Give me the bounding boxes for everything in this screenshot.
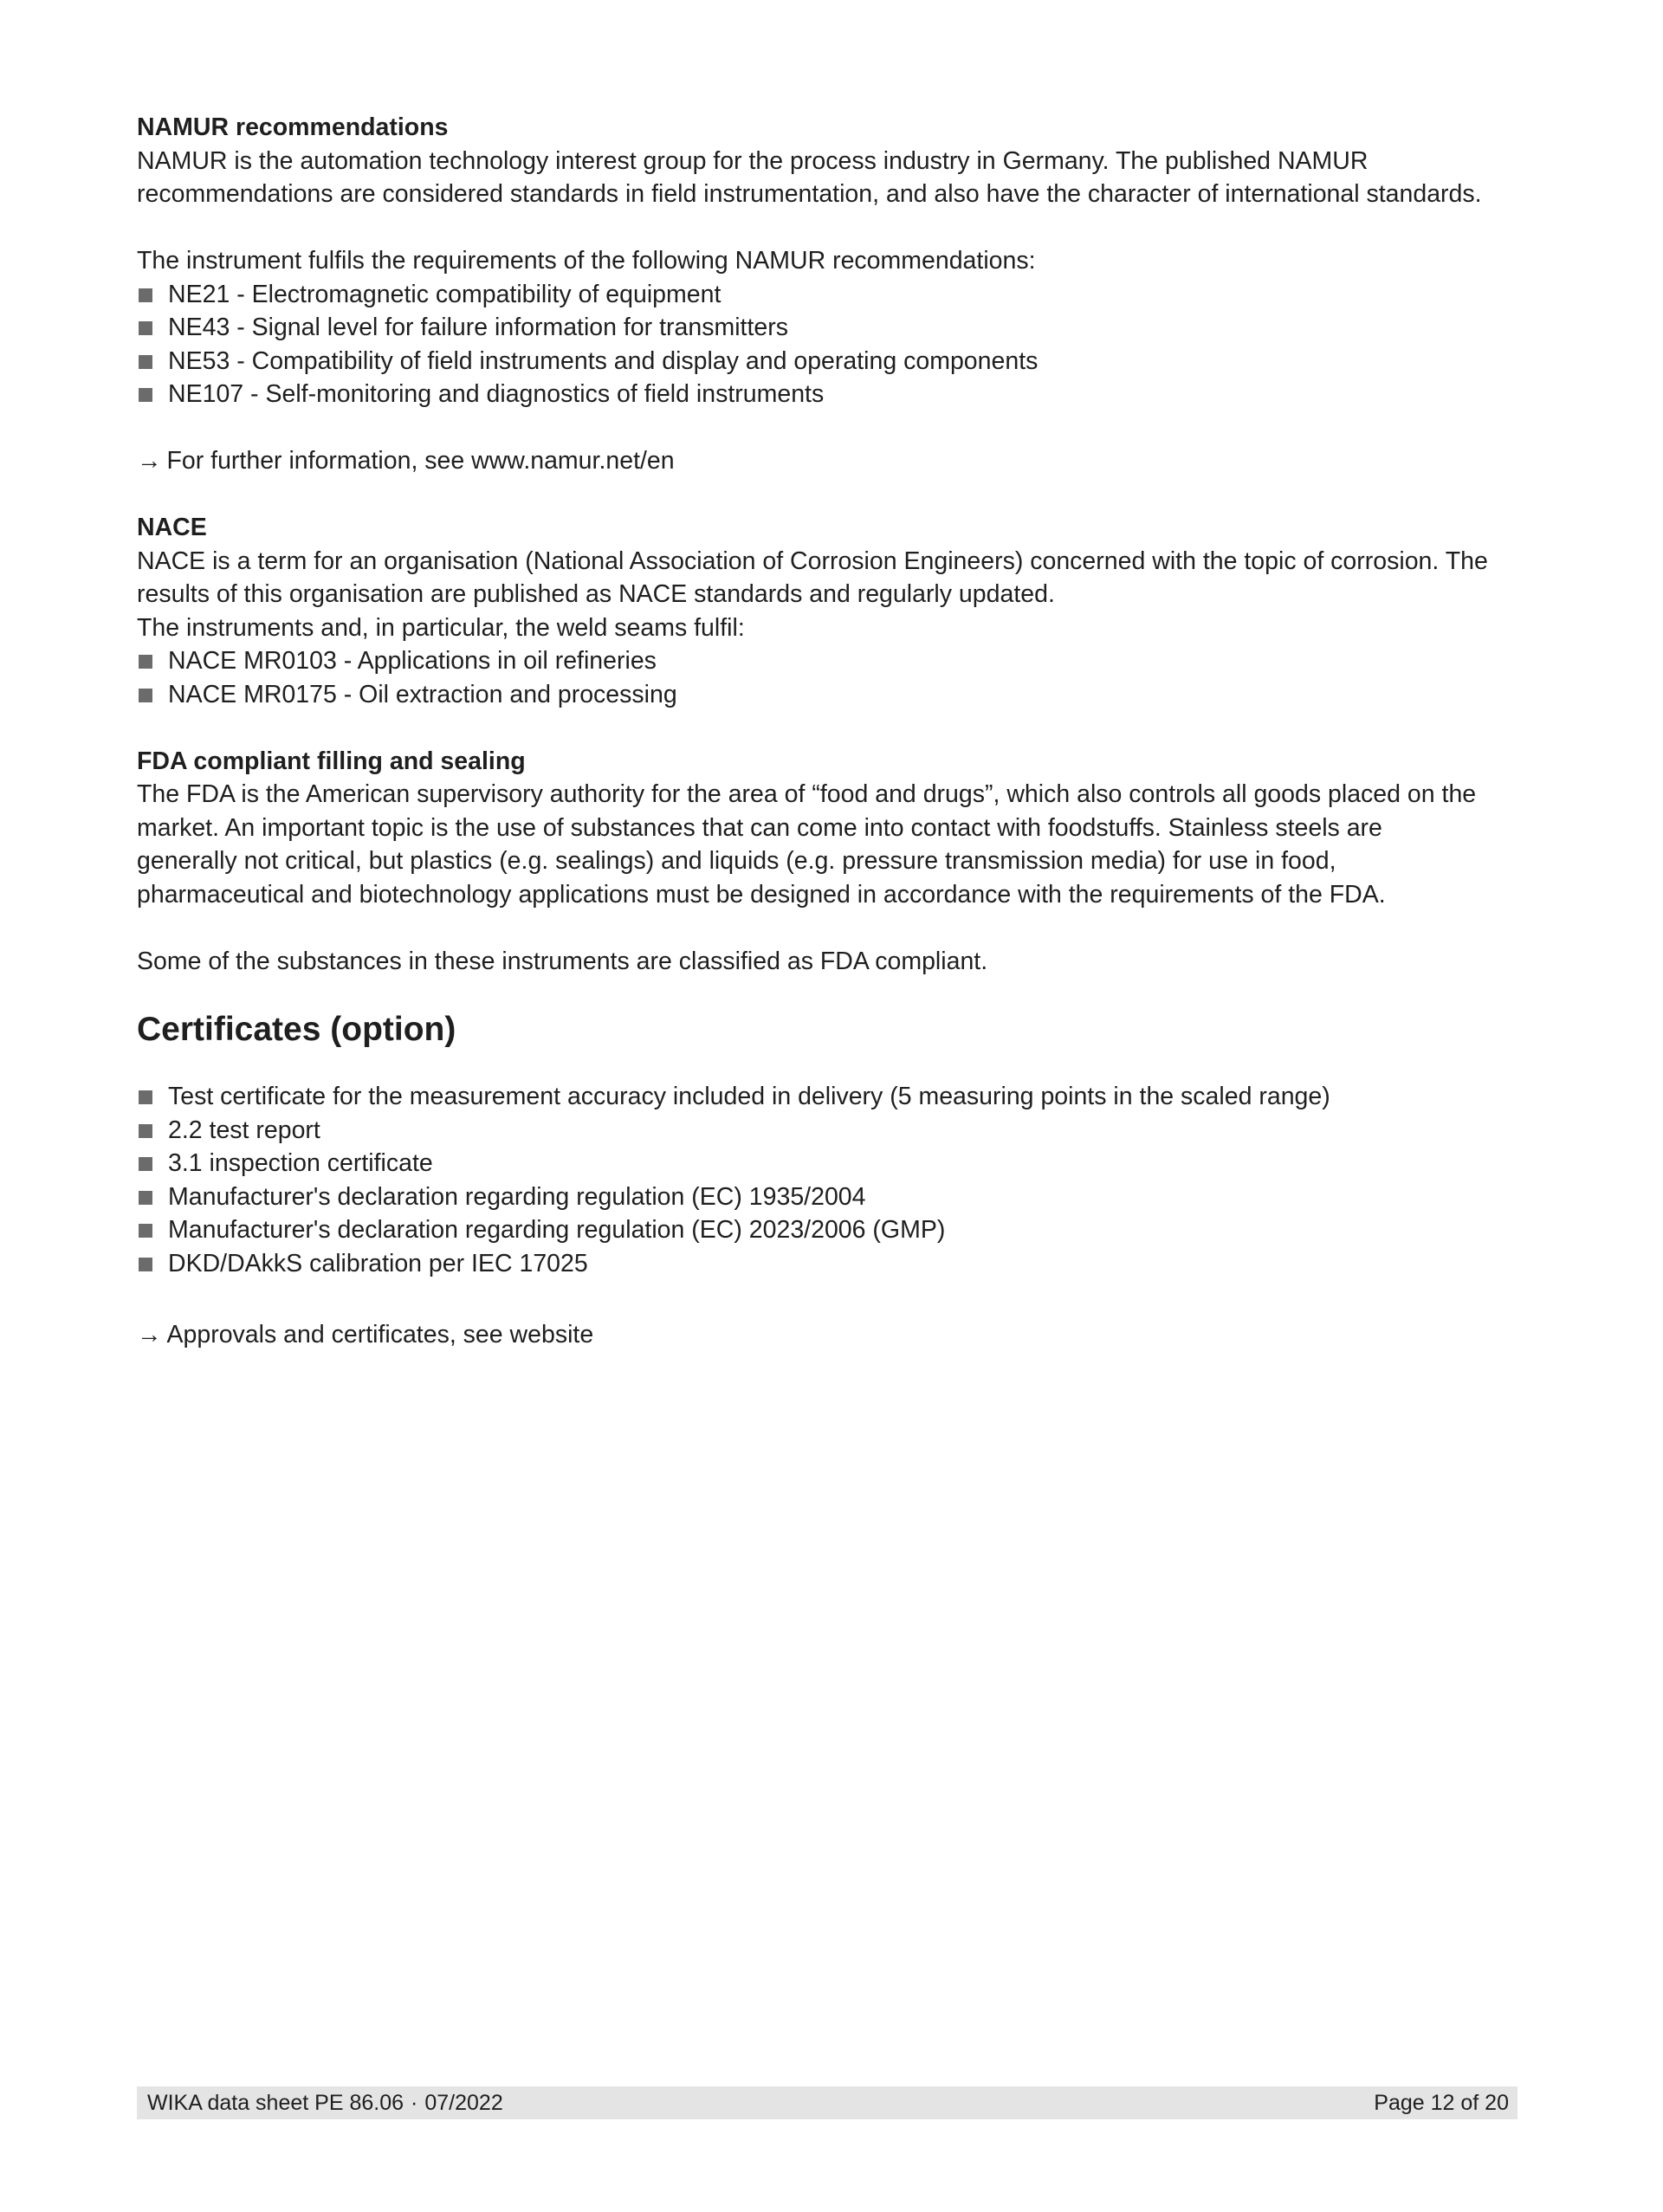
arrow-right-icon: → <box>137 1321 162 1349</box>
arrow-right-icon: → <box>137 447 162 475</box>
list-item: Test certificate for the measurement accuracy included in delivery (5 measuring points in the scaled range) <box>137 1080 1488 1114</box>
namur-link-text[interactable]: For further information, see www.namur.net/en <box>166 447 675 475</box>
nace-fulfil-text: The instruments and, in particular, the weld seams fulfil: <box>137 613 745 642</box>
list-item: NE53 - Compatibility of field instruments and display and operating components <box>137 345 1488 378</box>
certificates-list <box>137 1080 1488 1280</box>
list-item: NE21 - Electromagnetic compatibility of equipment <box>137 278 1488 312</box>
footer-page-number: Page 12 of 20 <box>1374 2091 1509 2115</box>
namur-heading: NAMUR recommendations <box>137 113 449 141</box>
list-item: 3.1 inspection certificate <box>137 1147 1488 1180</box>
list-item: NE43 - Signal level for failure information for transmitters <box>137 311 1488 345</box>
namur-further-info <box>137 444 1488 478</box>
namur-intro: NAMUR is the automation technology interest group for the process industry in Germany. The published NAMUR recommendations are considered standards in field instrumentation, and also have the character of international standards. <box>137 146 1482 208</box>
footer-doc-id: WIKA data sheet PE 86.06 <box>147 2091 404 2115</box>
page-content <box>137 111 1488 1352</box>
footer-date: 07/2022 <box>424 2091 503 2115</box>
list-item: NE107 - Self-monitoring and diagnostics of field instruments <box>137 378 1488 411</box>
fda-heading: FDA compliant filling and sealing <box>137 747 526 775</box>
certificates-heading: Certificates (option) <box>137 1011 456 1048</box>
list-item: NACE MR0103 - Applications in oil refineries <box>137 644 1488 678</box>
page-footer <box>137 2086 1517 2119</box>
footer-separator: · <box>411 2091 418 2115</box>
certificates-further-info <box>137 1318 1488 1352</box>
footer-doc-info <box>147 2086 503 2119</box>
list-item: NACE MR0175 - Oil extraction and processing <box>137 678 1488 712</box>
certificates-link-text[interactable]: Approvals and certificates, see website <box>166 1321 594 1349</box>
fda-note: Some of the substances in these instruments are classified as FDA compliant. <box>137 947 988 975</box>
fda-intro: The FDA is the American supervisory authority for the area of “food and drugs”, which also controls all goods placed on the market. An important topic is the use of substances that can come into contact with foodstuffs. Stainless steels are generally not critical, but plastics (e.g. sealings) and liquids (e.g. pressure transmission media) for use in food, pharmaceutical and biotechnology applications must be designed in accordance with the requirements of the FDA. <box>137 780 1477 909</box>
nace-list <box>137 644 1488 711</box>
nace-intro: NACE is a term for an organisation (National Association of Corrosion Engineers) concerned with the topic of corrosion. The results of this organisation are published as NACE standards and regularly updated. <box>137 547 1488 608</box>
list-item: 2.2 test report <box>137 1114 1488 1148</box>
list-item: Manufacturer's declaration regarding regulation (EC) 1935/2004 <box>137 1180 1488 1214</box>
list-item: Manufacturer's declaration regarding regulation (EC) 2023/2006 (GMP) <box>137 1213 1488 1247</box>
namur-fulfils-text: The instrument fulfils the requirements of the following NAMUR recommendations: <box>137 247 1036 275</box>
namur-list <box>137 278 1488 411</box>
nace-heading: NACE <box>137 514 207 541</box>
list-item: DKD/DAkkS calibration per IEC 17025 <box>137 1247 1488 1281</box>
